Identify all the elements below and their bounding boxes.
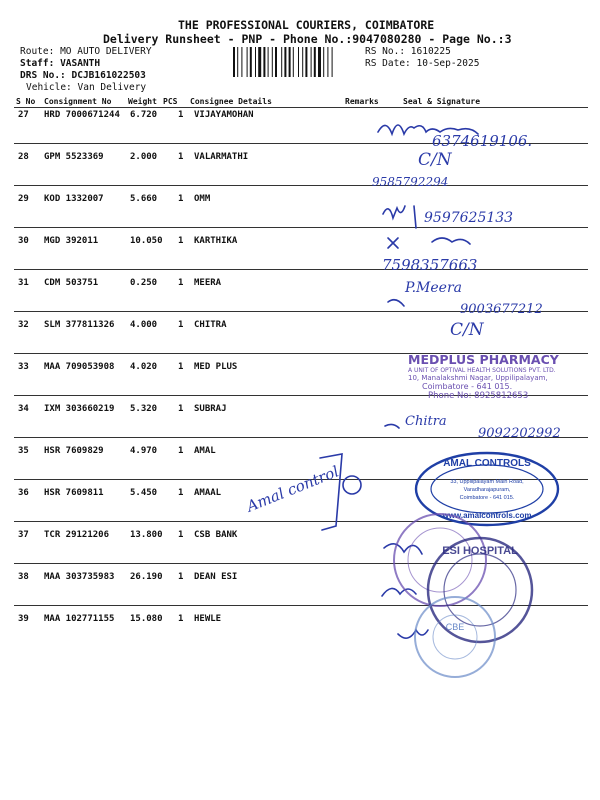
vehicle-value: Van Delivery xyxy=(77,82,147,93)
medplus-stamp-line2: 10, Manalakshmi Nagar, Uppilipalayam, xyxy=(408,374,548,382)
row-weight: 0.250 xyxy=(130,278,158,288)
row-pcs: 1 xyxy=(178,572,184,582)
staff-label: Staff: xyxy=(20,58,55,69)
rs-date-label: RS Date: xyxy=(365,58,411,69)
row-pcs: 1 xyxy=(178,320,184,330)
row-pcs: 1 xyxy=(178,614,184,624)
row-sno: 38 xyxy=(18,572,29,582)
col-remarks: Remarks xyxy=(345,97,379,106)
vehicle-label: Vehicle: xyxy=(26,82,72,93)
row-sno: 30 xyxy=(18,236,29,246)
row-consignee: VALARMATHI xyxy=(194,152,249,162)
row-pcs: 1 xyxy=(178,488,184,498)
row-sno: 28 xyxy=(18,152,29,162)
circle-36 xyxy=(343,476,361,494)
row-weight: 15.080 xyxy=(130,614,163,624)
row-sno: 39 xyxy=(18,614,29,624)
row-pcs: 1 xyxy=(178,152,184,162)
handwritten-phone-28: 9585792294 xyxy=(372,175,449,189)
row-consignee: HEWLE xyxy=(194,614,222,624)
amal-stamp-line2: Varadharajapuram, xyxy=(463,487,511,493)
row-consignee: CSB BANK xyxy=(194,530,238,540)
document-subtitle: Delivery Runsheet - PNP - Phone No.:9047080280 - Page No.:3 xyxy=(103,32,512,46)
amal-stamp-name: AMAL CONTROLS xyxy=(443,458,531,469)
row-pcs: 1 xyxy=(178,446,184,456)
row-sno: 34 xyxy=(18,404,29,414)
col-consignment: Consignment No xyxy=(44,97,112,106)
row-consignee: AMAAL xyxy=(194,488,222,498)
medplus-stamp-line3: Coimbatore - 641 015. xyxy=(422,382,513,391)
esi-stamp-name: ESI HOSPITAL xyxy=(442,545,518,557)
medplus-stamp-phone: Phone No: 8925812653 xyxy=(428,391,529,401)
row-sno: 35 xyxy=(18,446,29,456)
row-sno: 31 xyxy=(18,278,29,288)
row-consignment-no: MAA 303735983 xyxy=(44,572,115,582)
row-consignee: AMAL xyxy=(194,446,216,456)
row-consignee: CHITRA xyxy=(194,320,227,330)
col-weight: Weight xyxy=(128,97,157,106)
handwritten-name-31: P.Meera xyxy=(405,280,462,296)
col-pcs: PCS xyxy=(163,97,178,106)
row-consignment-no: KOD 1332007 xyxy=(44,194,104,204)
row-weight: 10.050 xyxy=(130,236,163,246)
handwritten-cn-28: C/N xyxy=(418,150,452,170)
amal-stamp-web: www.amalcontrols.com xyxy=(442,511,532,520)
row-sno: 37 xyxy=(18,530,29,540)
row-pcs: 1 xyxy=(178,236,184,246)
row-pcs: 1 xyxy=(178,110,184,120)
row-weight: 26.190 xyxy=(130,572,163,582)
row-weight: 5.660 xyxy=(130,194,158,204)
row-sno: 33 xyxy=(18,362,29,372)
signature-34 xyxy=(385,424,399,428)
row-consignee: KARTHIKA xyxy=(194,236,238,246)
signature-29 xyxy=(383,206,416,228)
row-consignee: MED PLUS xyxy=(194,362,238,372)
esi-stamp-city: CBE xyxy=(445,622,465,632)
row-weight: 2.000 xyxy=(130,152,158,162)
handwritten-phone-30: 7598357663 xyxy=(382,256,478,274)
amal-stamp-line1: 33, Uppilipalayam Main Road, xyxy=(450,479,524,485)
rs-date-value: 10-Sep-2025 xyxy=(416,58,480,69)
row-consignment-no: SLM 377811326 xyxy=(44,320,115,330)
rs-no-label: RS No.: xyxy=(365,46,406,57)
amal-stamp-line3: Coimbatore - 641 015. xyxy=(459,495,515,501)
handwritten-cn-32: C/N xyxy=(450,320,484,340)
row-consignment-no: MAA 102771155 xyxy=(44,614,115,624)
col-consignee: Consignee Details xyxy=(190,97,272,106)
row-consignment-no: HSR 7609829 xyxy=(44,446,104,456)
row-weight: 6.720 xyxy=(130,110,158,120)
handwritten-phone-34: 9092202992 xyxy=(478,426,561,441)
signature-31 xyxy=(388,300,404,306)
row-sno: 27 xyxy=(18,110,29,120)
row-consignment-no: HSR 7609811 xyxy=(44,488,104,498)
row-consignment-no: MAA 709053908 xyxy=(44,362,115,372)
row-consignment-no: MGD 392011 xyxy=(44,236,99,246)
row-consignee: OMM xyxy=(194,194,211,204)
row-consignee: SUBRAJ xyxy=(194,404,227,414)
row-consignment-no: TCR 29121206 xyxy=(44,530,110,540)
row-consignee: MEERA xyxy=(194,278,222,288)
medplus-stamp-line1: A UNIT OF OPTIVAL HEALTH SOLUTIONS PVT. LTD. xyxy=(408,367,556,374)
row-consignment-no: IXM 303660219 xyxy=(44,404,115,414)
row-weight: 4.970 xyxy=(130,446,158,456)
col-seal-signature: Seal & Signature xyxy=(403,97,481,106)
drs-value: DCJB161022503 xyxy=(71,70,146,81)
row-consignment-no: CDM 503751 xyxy=(44,278,99,288)
handwritten-amal-control-36: Amal control xyxy=(244,462,342,516)
medplus-stamp-name: MEDPLUS PHARMACY xyxy=(408,352,559,367)
row-sno: 36 xyxy=(18,488,29,498)
staff-value: VASANTH xyxy=(60,58,101,69)
row-sno: 32 xyxy=(18,320,29,330)
drs-label: DRS No.: xyxy=(20,70,66,81)
document-title: THE PROFESSIONAL COURIERS, COIMBATORE xyxy=(178,18,435,32)
row-consignee: VIJAYAMOHAN xyxy=(194,110,254,120)
route-label: Route: xyxy=(20,46,55,57)
handwritten-phone-27: 6374619106. xyxy=(432,132,533,150)
row-weight: 4.000 xyxy=(130,320,158,330)
handwritten-name-34: Chitra xyxy=(405,414,447,429)
row-weight: 4.020 xyxy=(130,362,158,372)
row-consignee: DEAN ESI xyxy=(194,572,238,582)
medplus-stamp xyxy=(408,352,583,401)
handwritten-phone-31: 9003677212 xyxy=(460,302,543,317)
row-pcs: 1 xyxy=(178,530,184,540)
row-weight: 5.320 xyxy=(130,404,158,414)
row-consignment-no: GPM 5523369 xyxy=(44,152,104,162)
rs-no-value: 1610225 xyxy=(410,46,451,57)
handwritten-phone-29: 9597625133 xyxy=(424,210,514,226)
row-consignment-no: HRD 7000671244 xyxy=(44,110,120,120)
row-pcs: 1 xyxy=(178,278,184,288)
esi-cbe-stamp xyxy=(410,592,500,682)
row-weight: 5.450 xyxy=(130,488,158,498)
row-pcs: 1 xyxy=(178,194,184,204)
signature-30 xyxy=(388,238,470,248)
row-pcs: 1 xyxy=(178,404,184,414)
route-value: MO AUTO DELIVERY xyxy=(60,46,152,57)
col-sno: S No xyxy=(16,97,36,106)
row-sno: 29 xyxy=(18,194,29,204)
row-pcs: 1 xyxy=(178,362,184,372)
row-weight: 13.800 xyxy=(130,530,163,540)
